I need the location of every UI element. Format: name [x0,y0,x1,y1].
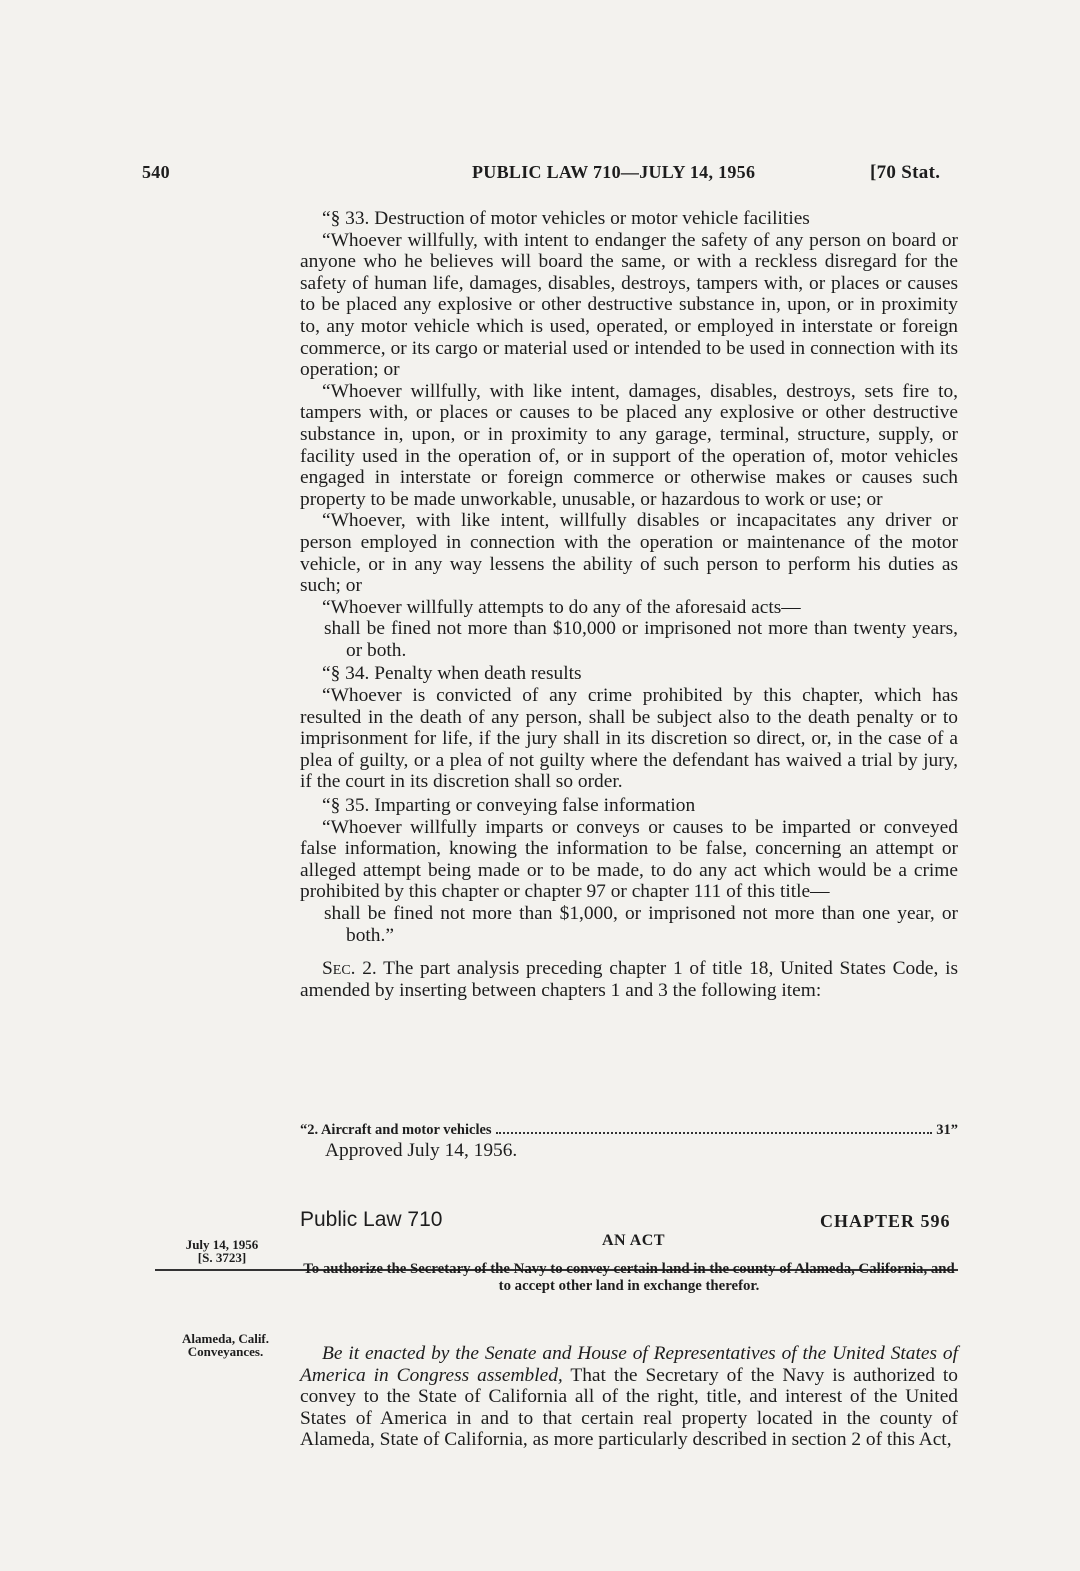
sec-2-paragraph [300,958,958,1001]
running-title: PUBLIC LAW 710—JULY 14, 1956 [472,162,756,182]
page-number: 540 [142,162,170,182]
margin-topic: Conveyances. [187,1344,264,1359]
part-analysis-label: “2. Aircraft and motor vehicles [300,1122,492,1138]
sec-2-label: Sec. 2. [322,958,377,980]
section-35-heading: “§ 35. Imparting or conveying false information [322,795,696,817]
section-33-paragraph-1: “Whoever willfully, with intent to endanger the safety of any person on board or anyone who he believes will board the same, or with a reckless disregard for the safety of human life, damages, disables, destroys, tampers with, or places or causes to be placed any explosive or other destructive substance in, upon, or in proximity to, any motor vehicle which is used, operated, or employed in interstate or foreign commerce, or its cargo or material used or intended to be used in connection with its operation; or [300,229,958,381]
public-law-label: Public Law 710 [300,1208,443,1231]
enacting-text-column [300,1343,958,1451]
margin-bill: [S. 3723] [197,1250,247,1265]
section-33-paragraph-3: “Whoever, with like intent, willfully disables or incapacitates any driver or person employed in connection with the operation or maintenance of the motor vehicle, or in any way lessens the ability of such person to perform his duties as such; or [300,510,958,597]
sec-2-text: The part analysis preceding chapter 1 of title 18, United States Code, is amended by inserting between chapters 1 and 3 the following item: [300,958,959,1001]
section-35-paragraph-1: “Whoever willfully imparts or conveys or causes to be imparted or conveyed false information, knowing the information to be false, concerning an attempt or alleged attempt being made or to be made, to do any act which would be a crime prohibited by this chapter or chapter 97 or chapter 111 of this title— [300,816,958,903]
margin-place: Alameda, Calif. [181,1331,270,1346]
part-analysis-item [300,1122,958,1139]
dot-leader [496,1122,933,1134]
main-text-column [300,208,958,1001]
act-purpose: To authorize the Secretary of the Navy to convey certain land in the county of Alameda, California, and to accept other land in exchange therefor. [303,1261,955,1294]
approval-line: Approved July 14, 1956. [325,1140,518,1161]
section-33-paragraph-2: “Whoever willfully, with like intent, damages, disables, destroys, sets fire to, tampers with, or places or causes to be placed any explosive or other destructive substance in, upon, or in proximity to any garage, terminal, structure, supply, or facility used in the operation of, or in support of the operation of, motor vehicles engaged in interstate or foreign commerce or otherwise makes or causes such property to be made unworkable, unusable, or hazardous to work or use; or [300,380,958,510]
margin-date: July 14, 1956 [185,1237,259,1252]
section-33-paragraph-4: “Whoever willfully attempts to do any of the aforesaid acts— [322,596,801,618]
an-act-heading: AN ACT [602,1232,666,1249]
part-analysis-page: 31” [936,1122,958,1138]
section-33-heading: “§ 33. Destruction of motor vehicles or motor vehicle facilities [322,208,810,229]
margin-note-subject [168,1332,283,1358]
section-33-penalty: shall be fined not more than $10,000 or imprisoned not more than twenty years, or both. [324,618,958,661]
margin-note-date [172,1238,272,1264]
enacting-clause-rest: That the Secretary of the Navy is authorized to convey to the State of California all of the right, title, and interest of the United States of America in and to that certain real property located in the county of Alameda, State of California, as more particularly described in section 2 of this Act, [300,1364,958,1451]
enacting-clause-italic: Be it enacted by the Senate and House of Representatives of the United States of America in Congress assembled, [300,1343,958,1386]
chapter-label: CHAPTER 596 [820,1211,951,1231]
statute-reference: [70 Stat. [870,162,941,183]
section-34-heading: “§ 34. Penalty when death results [322,663,582,685]
section-35-penalty: shall be fined not more than $1,000, or imprisoned not more than one year, or both.” [324,903,958,946]
enacting-clause [300,1343,958,1451]
section-34-paragraph-1: “Whoever is convicted of any crime prohibited by this chapter, which has resulted in the death of any person, shall be subject also to the death penalty or to imprisonment for life, if the jury shall in its discretion so direct, or, in the case of a plea of guilty, or a plea of not guilty where the defendant has waived a trial by jury, if the court in its discretion shall so order. [300,685,958,793]
